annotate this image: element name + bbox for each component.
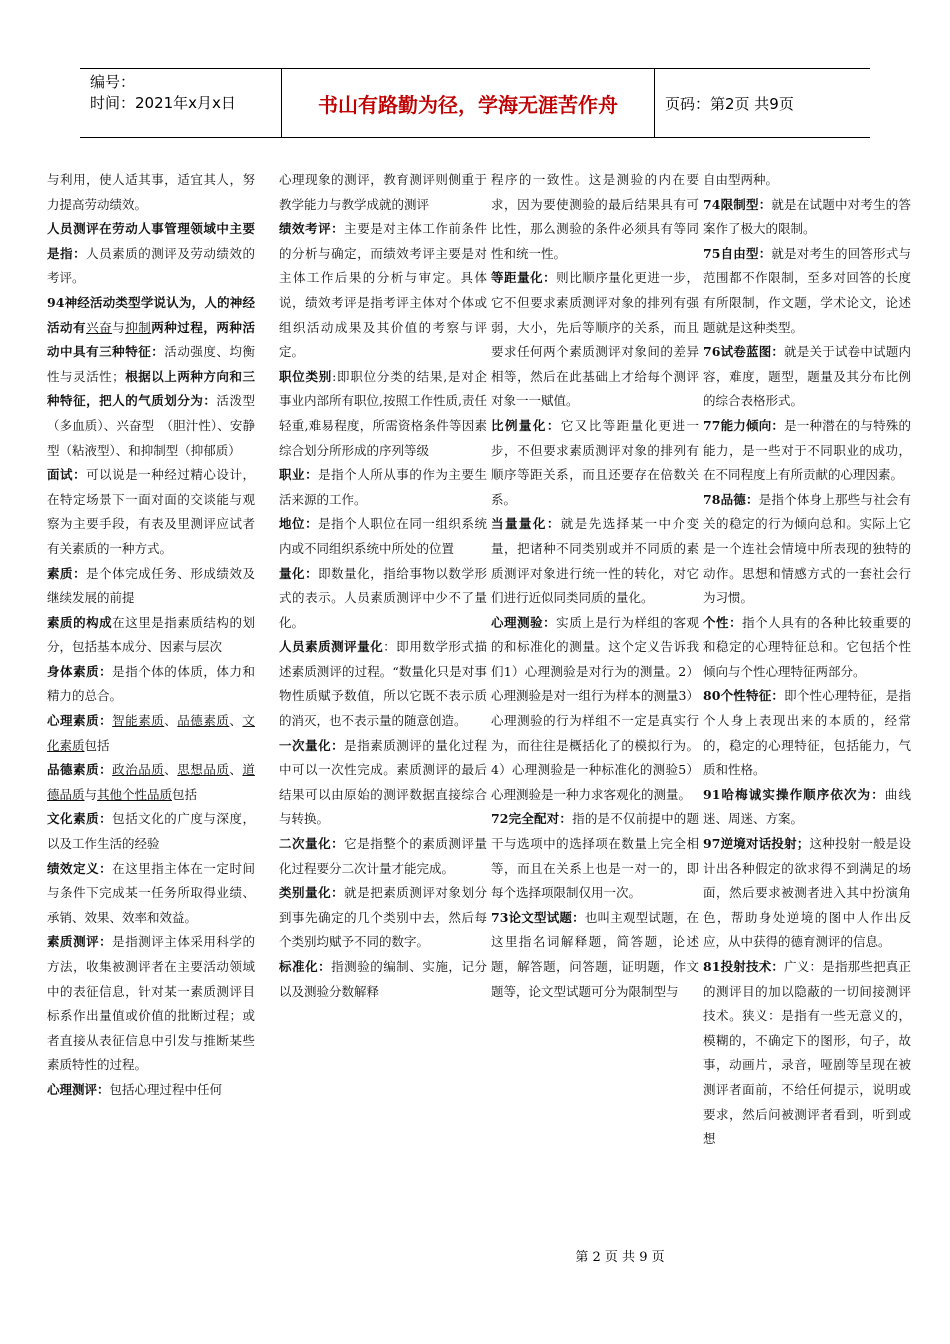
paragraph (47, 930, 255, 1078)
paragraph-text: 实质上是行为样组的客观的和标准化的测量。这个定义告诉我们1）心理测验是对行为的测量。2）心理测验是对一组行为样本的测量3）心理测验的行为样组不一定是真实行为，而往往是概括化了的模拟行为。4）心理测验是一种标准化的测验5）心理测验是一种力求客观化的测量。 (491, 614, 699, 802)
term-heading: 77能力倾向： (703, 417, 785, 433)
paragraph (491, 906, 699, 1004)
paragraph-text: 包括 (172, 786, 198, 802)
term-heading: 根据以上两种方向和三种特征，把人的气质划分为： (47, 368, 255, 409)
paragraph-text: 是一种潜在的与特殊的能力，是一些对于不同职业的成功，在不同程度上有所贡献的心理因素。 (703, 417, 911, 483)
paragraph-text: 是指个人所从事的作为主要生活来源的工作。 (279, 467, 487, 507)
underlined-term: 政治品质 (112, 762, 165, 778)
paragraph-text: 即个性心理特征，是指个人身上表现出来的本质的，经常的，稳定的心理特征，包括能力，气质和性格。 (703, 688, 911, 778)
paragraph-text: 包括 (84, 737, 110, 753)
paragraph-text: 指测验的编制、实施，记分以及测验分数解释 (279, 959, 487, 999)
term-heading: 当量量化： (491, 516, 561, 532)
paragraph (703, 783, 911, 832)
term-heading: 量化： (279, 565, 319, 581)
paragraph (279, 955, 487, 1004)
text-column-1 (47, 168, 255, 1103)
term-heading: 类别量化： (279, 885, 345, 901)
paragraph (703, 955, 911, 1152)
term-heading: 97逆境对话投射； (703, 836, 810, 852)
term-heading: 地位： (279, 516, 319, 532)
paragraph (491, 611, 699, 808)
header-page-label: 页码：第2页 共9页 (665, 94, 794, 113)
paragraph (491, 168, 699, 266)
term-heading: 76试卷蓝图： (703, 344, 785, 360)
term-heading: 标准化： (279, 959, 332, 974)
paragraph-text: 就是先选择某一中介变量，把诸种不同类别或并不同质的素质测评对象进行统一性的转化，对它们进行近似同类同质的量化。 (491, 516, 699, 606)
paragraph (279, 562, 487, 636)
header-meta (80, 69, 282, 137)
paragraph-text: 是指素质测评的量化过程中可以一次性完成。素质测评的最后结果可以由原始的测评数据直接综合与转换。 (279, 737, 487, 827)
term-heading: 心理测验： (491, 614, 557, 630)
paragraph-text: 与利用，使人适其事，适宜其人，努力提高劳动绩效。 (47, 172, 255, 212)
paragraph-text: 是指个体的体质，体力和精力的总合。 (47, 663, 255, 704)
paragraph (47, 857, 255, 931)
paragraph (703, 611, 911, 685)
paragraph-text: 它又比等距量化更进一步，不但要求素质测评对象的排列有顺序等距关系，而且还要存在倍数关系。 (491, 417, 699, 507)
paragraph-text: 活泼型（多血质）、兴奋型 （胆汁性）、安静型（粘液型）、和抑制型（抑郁质） (47, 393, 255, 458)
header-motto: 书山有路勤为径，学海无涯苦作舟 (282, 69, 655, 137)
text-column-4 (703, 168, 911, 1152)
paragraph (703, 193, 911, 242)
paragraph-text: 、 (164, 762, 178, 778)
paragraph (703, 242, 911, 340)
paragraph-text: 即数量化，指给事物以数学形式的表示。人员素质测评中少不了量化。 (279, 565, 487, 630)
paragraph-text: 与 (84, 786, 98, 802)
term-heading: 72完全配对： (491, 811, 573, 827)
term-heading: 职业： (279, 467, 319, 483)
paragraph-text: 指个人具有的各种比较重要的和稳定的心理特征总和。它包括个性倾向与个性心理特征两部分。 (703, 614, 911, 679)
underlined-term: 其他个性品质 (97, 786, 173, 802)
paragraph (47, 758, 255, 807)
paragraph-text: 、 (229, 713, 243, 729)
term-heading: 比例量化： (491, 417, 561, 433)
term-heading: 素质测评： (47, 934, 113, 950)
term-heading: 75自由型： (703, 245, 772, 261)
paragraph (279, 635, 487, 733)
paragraph-text: 与 (112, 319, 126, 335)
paragraph (279, 168, 487, 217)
paragraph-text: 程序的一致性。这是测验的内在要求，因为要使测验的最后结果具有可比性，那么测验的条件必须具有等同性和统一性。 (491, 172, 699, 261)
term-heading: 心理测评： (47, 1081, 110, 1097)
term-heading: 80个性特征： (703, 688, 785, 704)
paragraph-text: 心理现象的测评，教育测评则侧重于教学能力与教学成就的测评 (279, 172, 487, 212)
term-heading: 文化素质： (47, 811, 113, 827)
term-heading: 绩效定义： (47, 860, 113, 876)
paragraph-text: 广义：是指那些把真正的测评目的加以隐蔽的一切间接测评技术。狭义：是指有一些无意义的，模糊的，不确定下的图形，句子，故事，动画片，录音，哑剧等呈现在被测评者面前，不给任何提示，说明或要求，然后问被测评者看到，听到或想 (703, 959, 911, 1147)
term-heading: 人员素质测评量化 (279, 639, 384, 655)
paragraph (279, 463, 487, 512)
paragraph-text: 自由型两种。 (703, 172, 779, 187)
term-heading: 74限制型： (703, 196, 772, 212)
paragraph (47, 463, 255, 561)
paragraph-text: 也叫主观型试题，在这里指名词解释题，简答题，论述题，解答题，问答题，证明题，作文题等，论文型试题可分为限制型与 (491, 909, 699, 999)
term-heading: 面试： (47, 467, 87, 483)
term-heading: 73论文型试题： (491, 909, 585, 925)
underlined-term: 道德品质 (47, 762, 255, 802)
underlined-term: 文化素质 (47, 713, 255, 753)
paragraph-text: 在这里是指素质结构的划分，包括基本成分、因素与层次 (47, 614, 255, 655)
text-column-3 (491, 168, 699, 1004)
paragraph (703, 832, 911, 955)
paragraph (47, 611, 255, 660)
paragraph-text: 包括文化的广度与深度，以及工作生活的经验 (47, 811, 255, 852)
term-heading: 素质的构成 (47, 614, 113, 630)
paragraph (703, 488, 911, 611)
term-heading: 人员测评在劳动人事管理领域中主要是指： (47, 221, 255, 261)
paragraph (279, 832, 487, 881)
term-heading: 素质： (47, 565, 87, 581)
paragraph (47, 291, 255, 463)
underlined-term: 抑制 (125, 319, 152, 335)
paragraph-text: 就是对考生的回答形式与范围都不作限制，至多对回答的长度有所限制，作文题，学术论文，论述题就是这种类型。 (703, 245, 911, 335)
paragraph-text: 就是在试题中对考生的答案作了极大的限制。 (703, 196, 911, 237)
paragraph (491, 512, 699, 610)
paragraph-text: 是个体完成任务、形成绩效及继续发展的前提 (47, 565, 255, 606)
page-header (80, 68, 870, 138)
term-heading: 81投射技术： (703, 959, 785, 974)
paragraph (703, 414, 911, 488)
paragraph (491, 807, 699, 905)
paragraph-text: 曲线迷、周迷、方案。 (703, 786, 911, 827)
paragraph-text: 、 (164, 713, 178, 729)
paragraph-text: 就是关于试卷中试题内容，难度，题型，题量及其分布比例的综合表格形式。 (703, 344, 911, 409)
paragraph-text: 则比顺序量化更进一步，它不但要求素质测评对象的排列有强弱，大小，先后等顺序的关系，而且要求任何两个素质测评对象间的差异相等，然后在此基础上才给每个测评对象一一赋值。 (491, 270, 699, 409)
paragraph (703, 340, 911, 414)
paragraph (47, 660, 255, 709)
paragraph (47, 807, 255, 856)
term-heading: 91哈梅诚实操作顺序依次为： (703, 786, 885, 802)
paragraph-text: 在这里指主体在一定时间与条件下完成某一任务所取得业绩、承销、效果、效率和效益。 (47, 860, 255, 925)
paragraph-text: 可以说是一种经过精心设计，在特定场景下一面对面的交谈能与观察为主要手段，有表及里测评应试者有关素质的一种方式。 (47, 467, 255, 556)
paragraph-text: ：即用数学形式描述素质测评的过程。“数量化只是对事物性质赋予数值，所以它既不表示质的消灭，也不表示量的随意创造。 (279, 639, 487, 729)
term-heading: 等距量化： (491, 270, 557, 286)
paragraph (47, 1078, 255, 1103)
term-heading: 一次量化： (279, 737, 345, 753)
underlined-term: 思想品质 (177, 762, 230, 778)
paragraph (47, 217, 255, 291)
paragraph-text: 这种投射一般是设计出各种假定的欲求得不到满足的场面，然后要求被测者进入其中扮演角色，帮助身处逆境的图中人作出反应，从中获得的德育测评的信息。 (703, 836, 911, 950)
paragraph (491, 414, 699, 512)
term-heading: 身体素质： (47, 663, 113, 679)
paragraph (279, 734, 487, 832)
paragraph-text: 活动强度、均衡性与灵活性； (47, 344, 255, 384)
paragraph-text: 、 (229, 762, 243, 778)
term-heading: 心理素质： (47, 713, 113, 729)
text-column-2 (279, 168, 487, 1004)
paragraph-text: 是指测评主体采用科学的方法，收集被测评者在主要活动领域中的表征信息，针对某一素质测评目标系作出量值或价值的批断过程；或者直接从表征信息中引发与推断某些素质特性的过程。 (47, 934, 255, 1073)
paragraph (703, 168, 911, 193)
paragraph (279, 881, 487, 955)
paragraph-text: 就是把素质测评对象划分到事先确定的几个类别中去，然后每个类别均赋予不同的数字。 (279, 885, 487, 950)
page-footer: 第 2 页 共 9 页 (575, 1250, 665, 1265)
paragraph (47, 562, 255, 611)
underlined-term: 品德素质 (177, 713, 230, 729)
term-heading: 职位类别 (279, 368, 333, 384)
paragraph-text: 是指个人职位在同一组织系统内或不同组织系统中所处的位置 (279, 516, 487, 556)
paragraph (703, 684, 911, 782)
paragraph-text: 指的是不仅前提中的题干与选项中的选择项在数量上完全相等，而且在关系上也是一对一的，即每个选择项限制仅用一次。 (491, 811, 699, 901)
term-heading: 个性： (703, 614, 743, 630)
paragraph (47, 168, 255, 217)
paragraph (279, 217, 487, 365)
term-heading: 78品德： (703, 491, 759, 507)
underlined-term: 兴奋 (86, 319, 113, 335)
term-heading: 绩效考评： (279, 221, 345, 237)
paragraph (279, 365, 487, 463)
paragraph-text: 人员素质的测评及劳动绩效的考评。 (47, 245, 255, 286)
paragraph-text: 包括心理过程中任何 (109, 1081, 223, 1097)
paragraph (279, 512, 487, 561)
time-label: 时间：2021年x月x日 (90, 94, 236, 112)
number-label: 编号： (90, 73, 136, 91)
term-heading: 94神经活动类型学说认为，人的神经活动有 (47, 294, 255, 335)
paragraph-text: 是指个体身上那些与社会有关的稳定的行为倾向总和。实际上它是一个连社会情境中所表现的独特的动作。思想和情感方式的一套社会行为习惯。 (703, 491, 911, 606)
term-heading: 品德素质： (47, 762, 113, 778)
paragraph (47, 709, 255, 758)
paragraph-text: :即职位分类的结果,是对企事业内部所有职位,按照工作性质,责任轻重,难易程度，所需资格条件等因素综合划分所形成的序列等级 (279, 368, 487, 458)
term-heading: 两种过程，两种活动中具有三种特征： (47, 319, 255, 360)
paragraph-text: 主要是对主体工作前条件的分析与确定，而绩效考评主要是对主体工作后果的分析与审定。具体说，绩效考评是指考评主体对个体或组织活动成果及其价值的考察与评定。 (279, 221, 487, 360)
paragraph (491, 266, 699, 414)
term-heading: 二次量化： (279, 836, 345, 852)
underlined-term: 智能素质 (112, 713, 165, 729)
paragraph-text: 它是指整个的素质测评量化过程要分二次计量才能完成。 (279, 836, 487, 876)
